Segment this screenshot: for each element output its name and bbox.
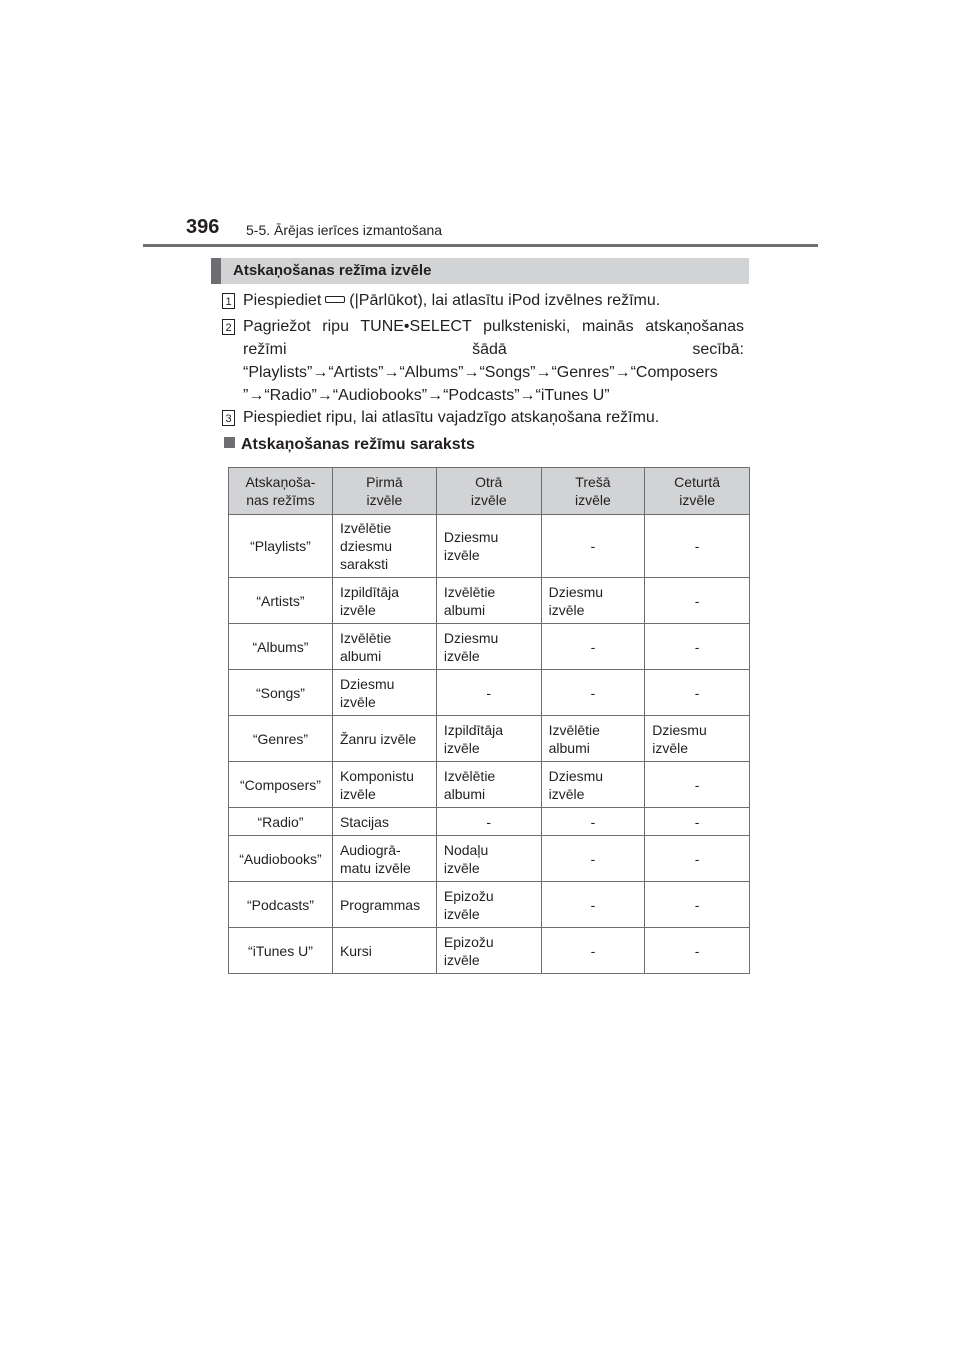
header-first: Pirmā izvēle	[332, 468, 436, 515]
table-row	[229, 670, 750, 716]
step-number-2: 2	[222, 319, 235, 335]
step-2-line-2: režīmi šādā secībā:	[243, 341, 744, 358]
selection-cell: -	[541, 670, 645, 716]
selection-cell: Žanru izvēle	[332, 716, 436, 762]
playback-modes-table	[228, 467, 750, 974]
header-second: Otrā izvēle	[436, 468, 541, 515]
selection-cell: Dziesmu izvēle	[436, 624, 541, 670]
selection-cell: Stacijas	[332, 808, 436, 836]
selection-cell: -	[645, 882, 750, 928]
table-row	[229, 928, 750, 974]
selection-cell: Epizožu izvēle	[436, 928, 541, 974]
step-2-line-4: ”→“Radio”→“Audiobooks”→“Podcasts”→“iTunes U”	[243, 387, 610, 404]
selection-cell: -	[645, 578, 750, 624]
step-2-text	[243, 315, 744, 407]
selection-cell: Izvēlētie albumi	[436, 762, 541, 808]
section-title: 5-5. Ārējas ierīces izmantošana	[246, 222, 443, 238]
step-1-text-before: Piespiediet	[243, 292, 322, 309]
step-2-line-3: “Playlists”→“Artists”→“Albums”→“Songs”→“Genres”→“Composers	[243, 364, 718, 381]
selection-cell: -	[436, 670, 541, 716]
selection-cell: Izvēlētie albumi	[332, 624, 436, 670]
table-row	[229, 578, 750, 624]
selection-cell: Dziesmu izvēle	[541, 762, 645, 808]
selection-cell: -	[645, 515, 750, 578]
selection-cell: Izvēlētie dziesmu saraksti	[332, 515, 436, 578]
table-row	[229, 836, 750, 882]
selection-cell: Izvēlētie albumi	[436, 578, 541, 624]
selection-cell: -	[541, 928, 645, 974]
mode-cell: “Composers”	[229, 762, 333, 808]
header-fourth: Ceturtā izvēle	[645, 468, 750, 515]
selection-cell: -	[645, 762, 750, 808]
mode-cell: “Radio”	[229, 808, 333, 836]
selection-cell: Dziesmu izvēle	[541, 578, 645, 624]
table-subheading-text: Atskaņošanas režīmu saraksts	[241, 436, 475, 453]
selection-cell: -	[541, 882, 645, 928]
header-mode: Atskaņoša- nas režīms	[229, 468, 333, 515]
selection-cell: Izpildītāja izvēle	[436, 716, 541, 762]
selection-cell: Izpildītāja izvēle	[332, 578, 436, 624]
selection-cell: Komponistu izvēle	[332, 762, 436, 808]
browse-button-icon	[325, 296, 345, 303]
step-3-text: Piespiediet ripu, lai atlasītu vajadzīgo atskaņošana režīmu.	[243, 409, 660, 426]
table-row	[229, 515, 750, 578]
selection-cell: Audiogrā- matu izvēle	[332, 836, 436, 882]
header-third: Trešā izvēle	[541, 468, 645, 515]
selection-cell: -	[645, 836, 750, 882]
step-number-1: 1	[222, 293, 235, 309]
selection-cell: Kursi	[332, 928, 436, 974]
mode-cell: “Artists”	[229, 578, 333, 624]
table-row	[229, 762, 750, 808]
table-row	[229, 716, 750, 762]
mode-cell: “iTunes U”	[229, 928, 333, 974]
table-subheading	[224, 436, 475, 454]
table-header-row	[229, 468, 750, 515]
mode-cell: “Albums”	[229, 624, 333, 670]
selection-cell: Dziesmu izvēle	[436, 515, 541, 578]
selection-cell: -	[541, 808, 645, 836]
step-number-3: 3	[222, 410, 235, 426]
selection-cell: -	[436, 808, 541, 836]
table-row	[229, 808, 750, 836]
table-row	[229, 882, 750, 928]
selection-cell: -	[645, 670, 750, 716]
step-1-text	[243, 289, 744, 312]
selection-cell: Izvēlētie albumi	[541, 716, 645, 762]
selection-cell: Programmas	[332, 882, 436, 928]
selection-cell: -	[645, 928, 750, 974]
selection-cell: Dziesmu izvēle	[332, 670, 436, 716]
selection-cell: -	[645, 624, 750, 670]
mode-cell: “Podcasts”	[229, 882, 333, 928]
mode-cell: “Playlists”	[229, 515, 333, 578]
header-divider	[143, 244, 818, 247]
mode-cell: “Audiobooks”	[229, 836, 333, 882]
step-2-line-1: Pagriežot ripu TUNE•SELECT pulksteniski, mainās atskaņošanas	[243, 318, 744, 335]
mode-cell: “Genres”	[229, 716, 333, 762]
selection-cell: -	[541, 836, 645, 882]
table-row	[229, 624, 750, 670]
square-bullet-icon	[224, 437, 235, 448]
selection-cell: Epizožu izvēle	[436, 882, 541, 928]
selection-cell: -	[541, 624, 645, 670]
step-1-text-after: (|Pārlūkot), lai atlasītu iPod izvēlnes režīmu.	[349, 292, 661, 309]
mode-cell: “Songs”	[229, 670, 333, 716]
page-number: 396	[186, 216, 220, 238]
selection-cell: Dziesmu izvēle	[645, 716, 750, 762]
selection-cell: -	[541, 515, 645, 578]
selection-cell: -	[645, 808, 750, 836]
section-heading: Atskaņošanas režīma izvēle	[211, 258, 749, 284]
selection-cell: Nodaļu izvēle	[436, 836, 541, 882]
